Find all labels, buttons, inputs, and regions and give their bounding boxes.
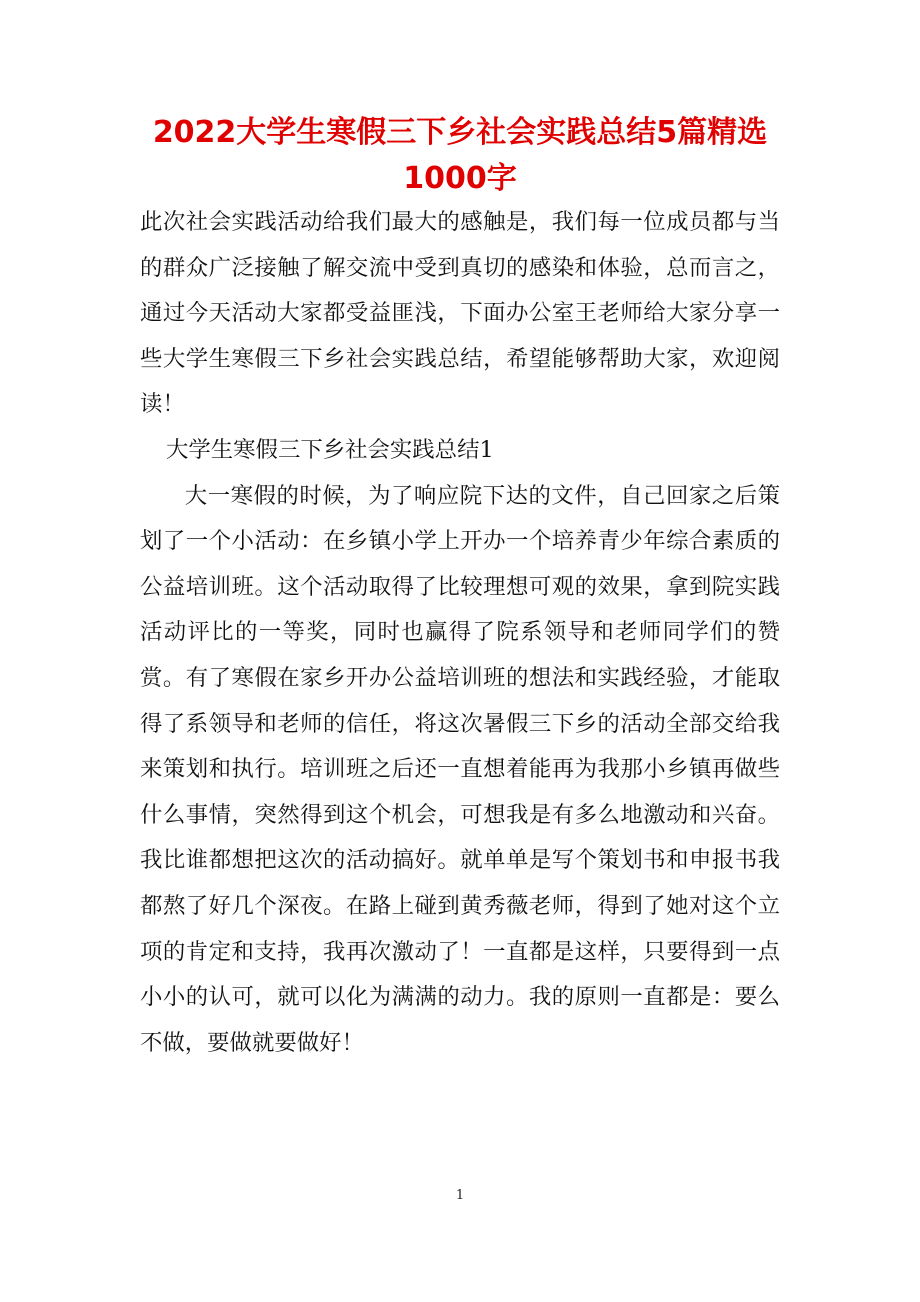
document-title: 2022大学生寒假三下乡社会实践总结5篇精选1000字: [152, 115, 768, 196]
document-body: [140, 200, 780, 1066]
page-number: 1: [455, 1188, 465, 1203]
body-paragraph: 大一寒假的时候，为了响应院下达的文件，自己回家之后策划了一个小活动：在乡镇小学上开办一个培养青少年综合素质的公益培训班。这个活动取得了比较理想可观的效果，拿到院实践活动评比的一等奖，同时也赢得了院系领导和老师同学们的赞赏。有了寒假在家乡开办公益培训班的想法和实践经验，才能取得了系领导和老师的信任，将这次暑假三下乡的活动全部交给我来策划和执行。培训班之后还一直想着能再为我那小乡镇再做些什么事情，突然得到这个机会，可想我是有多么地激动和兴奋。我比谁都想把这次的活动搞好。就单单是写个策划书和申报书我都熬了好几个深夜。在路上碰到黄秀薇老师，得到了她对这个立项的肯定和支持，我再次激动了！一直都是这样，只要得到一点小小的认可，就可以化为满满的动力。我的原则一直都是：要么不做，要做就要做好！: [140, 482, 780, 1056]
section-heading: 大学生寒假三下乡社会实践总结1: [166, 436, 494, 463]
intro-paragraph: 此次社会实践活动给我们最大的感触是，我们每一位成员都与当的群众广泛接触了解交流中受到真切的感染和体验，总而言之，通过今天活动大家都受益匪浅，下面办公室王老师给大家分享一些大学生寒假三下乡社会实践总结，希望能够帮助大家，欢迎阅读！: [140, 209, 780, 418]
